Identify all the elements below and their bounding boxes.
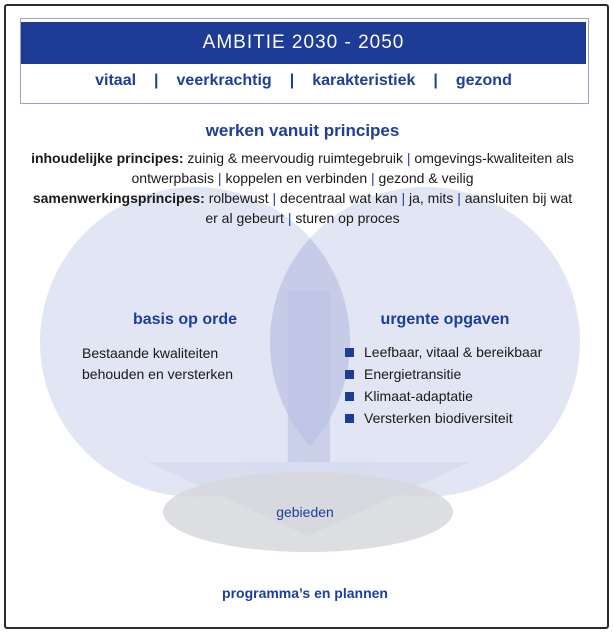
principle-item: rolbewust: [208, 190, 269, 206]
principle-item: koppelen en verbinden: [225, 170, 368, 186]
separator: |: [289, 72, 295, 89]
ambition-gezond: gezond: [455, 72, 512, 89]
collab-principles-label: samenwerkingsprincipes:: [32, 190, 205, 206]
principle-item: decentraal wat kan: [280, 190, 398, 206]
ambition-veerkrachtig: veerkrachtig: [176, 72, 272, 89]
list-item: Energietransitie: [345, 363, 595, 385]
gebieden-label: gebieden: [276, 504, 334, 520]
separator: |: [154, 72, 159, 89]
principles-heading: werken vanuit principes: [205, 121, 400, 140]
principle-item: omgevings-kwaliteiten als ontwerpbasis: [131, 150, 574, 186]
ambition-title: AMBITIE 2030 - 2050: [21, 22, 586, 64]
list-item: Leefbaar, vitaal & bereikbaar: [345, 341, 595, 363]
ambition-keywords: [21, 66, 586, 96]
right-circle-heading: urgente opgaven: [380, 311, 510, 328]
bullet-square-icon: [345, 392, 354, 401]
separator: |: [433, 72, 438, 89]
left-circle-text: Bestaande kwaliteiten behouden en versterken: [82, 345, 233, 382]
ambition-karakteristiek: karakteristiek: [312, 72, 416, 89]
principle-item: gezond & veilig: [378, 170, 474, 186]
list-item: Klimaat-adaptatie: [345, 385, 595, 407]
principle-item: sturen op proces: [295, 210, 400, 226]
principle-item: ja, mits: [408, 190, 454, 206]
ambition-vitaal: vitaal: [95, 72, 137, 89]
left-circle-heading: basis op orde: [132, 311, 238, 328]
bullet-square-icon: [345, 414, 354, 423]
content-principles-label: inhoudelijke principes:: [31, 150, 184, 166]
bullet-square-icon: [345, 370, 354, 379]
principle-item: zuinig & meervoudig ruimtegebruik: [187, 150, 403, 166]
bullet-square-icon: [345, 348, 354, 357]
arrow-shaft-overlay: [288, 290, 330, 465]
programmas-label: programma’s en plannen: [222, 585, 388, 601]
principles-text: inhoudelijke principes: zuinig & meervoudig ruimtegebruik | omgevings-kwaliteiten als ontwerpbasis | koppelen en verbinden | gezond & veilig samenwerkingsprincipes: rolbewust | decentraal wat kan | ja, mits | aansluiten bij wat er al gebeurt | sturen op proces: [31, 150, 574, 226]
list-item: Versterken biodiversiteit: [345, 407, 595, 429]
urgent-tasks-list: [345, 341, 595, 429]
principle-item: aansluiten bij wat er al gebeurt: [205, 190, 573, 226]
